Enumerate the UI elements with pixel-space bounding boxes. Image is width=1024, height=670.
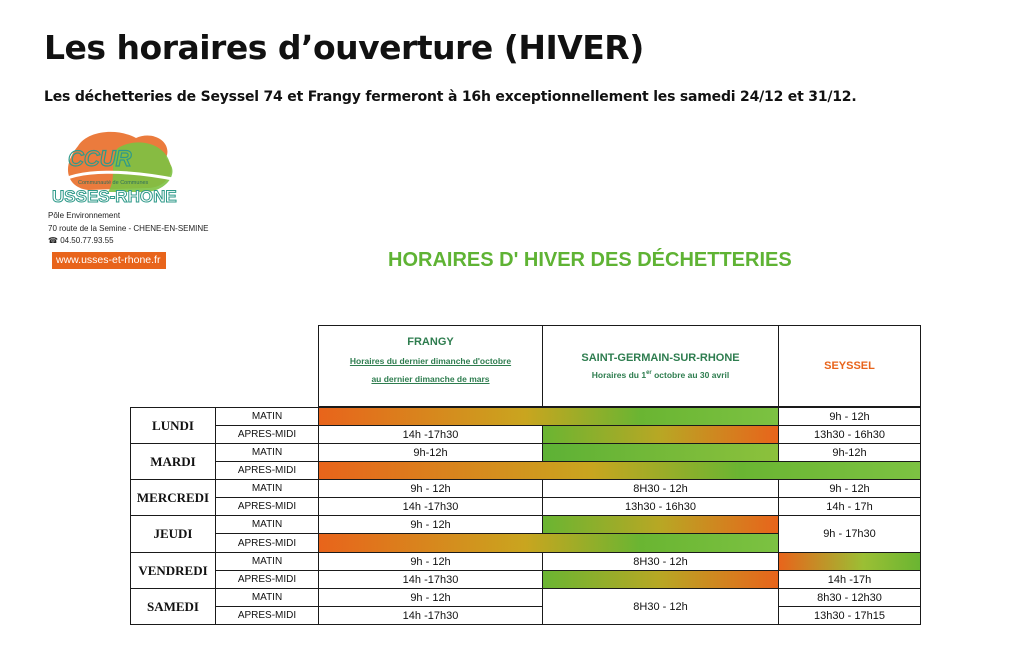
frangy-samedi-apres-midi: 14h -17h30 (318, 606, 543, 625)
header-frangy-sub2: au dernier dimanche de mars (371, 374, 490, 384)
period-apres-midi: APRES-MIDI (215, 497, 319, 516)
frangy-lundi-apres-midi: 14h -17h30 (318, 425, 543, 444)
header-frangy-name: FRANGY (407, 336, 454, 348)
day-mercredi: MERCREDI (130, 479, 216, 516)
period-apres-midi: APRES-MIDI (215, 461, 319, 480)
sgr-mercredi-apres-midi: 13h30 - 16h30 (542, 497, 779, 516)
period-matin: MATIN (215, 552, 319, 571)
day-vendredi: VENDREDI (130, 552, 216, 589)
sgr-vendredi-matin: 8H30 - 12h (542, 552, 779, 571)
sheet-title: HORAIRES D' HIVER DES DÉCHETTERIES (388, 249, 792, 271)
logo-brand-top: CCUR (68, 146, 132, 171)
day-lundi: LUNDI (130, 407, 216, 444)
seyssel-mercredi-apres-midi: 14h - 17h (778, 497, 921, 516)
logo-line-2: 70 route de la Semine - CHENE-EN-SEMINE (48, 223, 209, 233)
period-matin: MATIN (215, 515, 319, 534)
page-title: Les horaires d’ouverture (HIVER) (44, 28, 644, 67)
frangy-mercredi-matin: 9h - 12h (318, 479, 543, 498)
closed-band (542, 515, 779, 535)
closed-band (778, 552, 921, 571)
period-apres-midi: APRES-MIDI (215, 533, 319, 553)
day-mardi: MARDI (130, 443, 216, 480)
header-frangy-sub1: Horaires du dernier dimanche d'octobre (349, 356, 512, 366)
period-apres-midi: APRES-MIDI (215, 606, 319, 625)
day-samedi: SAMEDI (130, 588, 216, 625)
closed-band (542, 425, 779, 444)
period-matin: MATIN (215, 443, 319, 462)
frangy-vendredi-apres-midi: 14h -17h30 (318, 570, 543, 589)
header-frangy (318, 325, 543, 407)
sgr-samedi: 8H30 - 12h (542, 588, 779, 625)
seyssel-mardi-matin: 9h-12h (778, 443, 921, 462)
header-sgr-name: SAINT-GERMAIN-SUR-RHONE (581, 352, 740, 364)
logo-line-3: ☎ 04.50.77.93.55 (48, 236, 114, 245)
header-seyssel (778, 325, 921, 407)
period-matin: MATIN (215, 407, 319, 426)
sgr-mercredi-matin: 8H30 - 12h (542, 479, 779, 498)
logo-brand-small: Communauté de Communes (78, 180, 149, 186)
period-matin: MATIN (215, 479, 319, 498)
period-apres-midi: APRES-MIDI (215, 570, 319, 589)
header-sgr-sub: Horaires du 1er octobre au 30 avril (591, 370, 730, 380)
header-sgr (542, 325, 779, 407)
closed-band (318, 407, 779, 426)
logo-line-1: Pôle Environnement (48, 211, 121, 220)
frangy-vendredi-matin: 9h - 12h (318, 552, 543, 571)
seyssel-mercredi-matin: 9h - 12h (778, 479, 921, 498)
frangy-mercredi-apres-midi: 14h -17h30 (318, 497, 543, 516)
frangy-mardi-matin: 9h-12h (318, 443, 543, 462)
seyssel-vendredi-apres-midi: 14h -17h (778, 570, 921, 589)
seyssel-lundi-apres-midi: 13h30 - 16h30 (778, 425, 921, 444)
closed-band (542, 443, 779, 462)
closed-band (318, 461, 921, 480)
header-seyssel-name: SEYSSEL (824, 360, 875, 372)
closure-notice: Les déchetteries de Seyssel 74 et Frangy fermeront à 16h exceptionnellement les samedi 24/12 et 31/12. (44, 89, 857, 105)
seyssel-samedi-apres-midi: 13h30 - 17h15 (778, 606, 921, 625)
closed-band (542, 570, 779, 589)
seyssel-samedi-matin: 8h30 - 12h30 (778, 588, 921, 607)
frangy-samedi-matin: 9h - 12h (318, 588, 543, 607)
frangy-jeudi-matin: 9h - 12h (318, 515, 543, 534)
seyssel-jeudi-journee: 9h - 17h30 (778, 515, 921, 553)
period-apres-midi: APRES-MIDI (215, 425, 319, 444)
day-jeudi: JEUDI (130, 515, 216, 553)
period-matin: MATIN (215, 588, 319, 607)
website-link[interactable]: www.usses-et-rhone.fr (52, 252, 166, 269)
seyssel-lundi-matin: 9h - 12h (778, 407, 921, 426)
logo-brand-main: USSES-RHONE (52, 187, 177, 206)
closed-band (318, 533, 779, 553)
